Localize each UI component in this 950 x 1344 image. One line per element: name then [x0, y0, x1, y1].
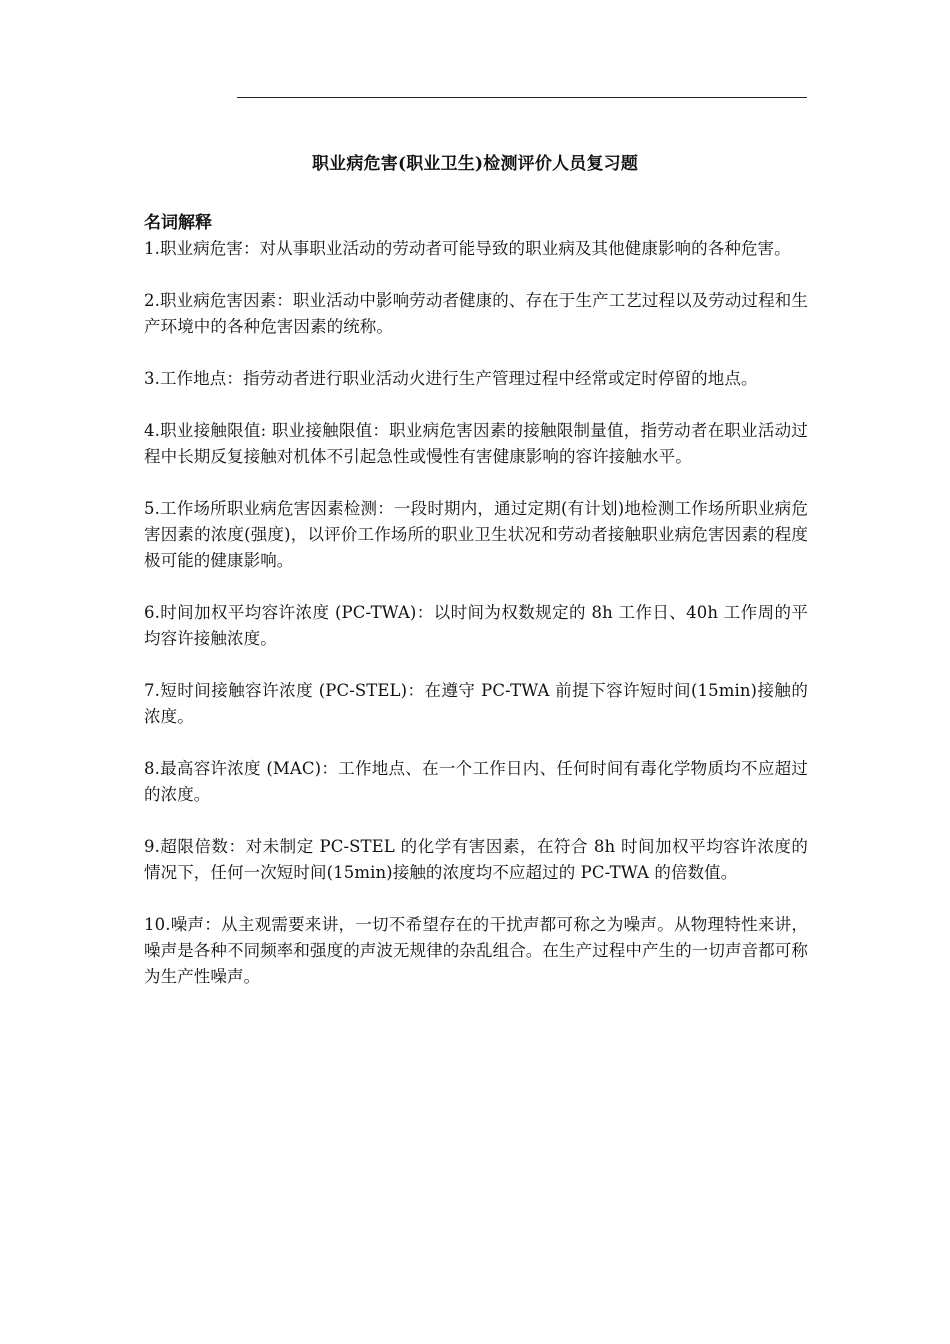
definition-entry-3: 3.工作地点：指劳动者进行职业活动火进行生产管理过程中经常或定时停留的地点。 [144, 369, 758, 388]
document-title: 职业病危害(职业卫生)检测评价人员复习题 [311, 154, 639, 174]
definition-entry-9: 9.超限倍数：对未制定 PC-STEL 的化学有害因素，在符合 8h 时间加权平均容许浓度的情况下，任何一次短时间(15min)接触的浓度均不应超过的 PC-TWA 的倍数值。 [144, 837, 808, 882]
definition-entry-2: 2.职业病危害因素：职业活动中影响劳动者健康的、存在于生产工艺过程以及劳动过程和生产环境中的各种危害因素的统称。 [144, 291, 808, 336]
definition-entry-6: 6.时间加权平均容许浓度 (PC-TWA)：以时间为权数规定的 8h 工作日、40h 工作周的平均容许接触浓度。 [144, 603, 808, 648]
definition-entry-7: 7.短时间接触容许浓度 (PC-STEL)：在遵守 PC-TWA 前提下容许短时间(15min)接触的浓度。 [144, 681, 808, 726]
header-rule [237, 97, 807, 98]
definition-entry-10: 10.噪声：从主观需要来讲，一切不希望存在的干扰声都可称之为噪声。从物理特性来讲，噪声是各种不同频率和强度的声波无规律的杂乱组合。在生产过程中产生的一切声音都可称为生产性噪声。 [144, 915, 808, 986]
definition-entry-5: 5.工作场所职业病危害因素检测：一段时期内，通过定期(有计划)地检测工作场所职业病危害因素的浓度(强度)，以评价工作场所的职业卫生状况和劳动者接触职业病危害因素的程度极可能的健康影响。 [144, 499, 808, 570]
definition-entry-1: 1.职业病危害：对从事职业活动的劳动者可能导致的职业病及其他健康影响的各种危害。 [144, 239, 791, 258]
document-body [144, 210, 808, 1016]
definition-entry-4: 4.职业接触限值: 职业接触限值：职业病危害因素的接触限制量值，指劳动者在职业活动过程中长期反复接触对机体不引起急性或慢性有害健康影响的容许接触水平。 [144, 421, 808, 466]
definition-entry-8: 8.最高容许浓度 (MAC)：工作地点、在一个工作日内、任何时间有毒化学物质均不应超过的浓度。 [144, 759, 808, 804]
section-heading: 名词解释 [144, 213, 212, 233]
